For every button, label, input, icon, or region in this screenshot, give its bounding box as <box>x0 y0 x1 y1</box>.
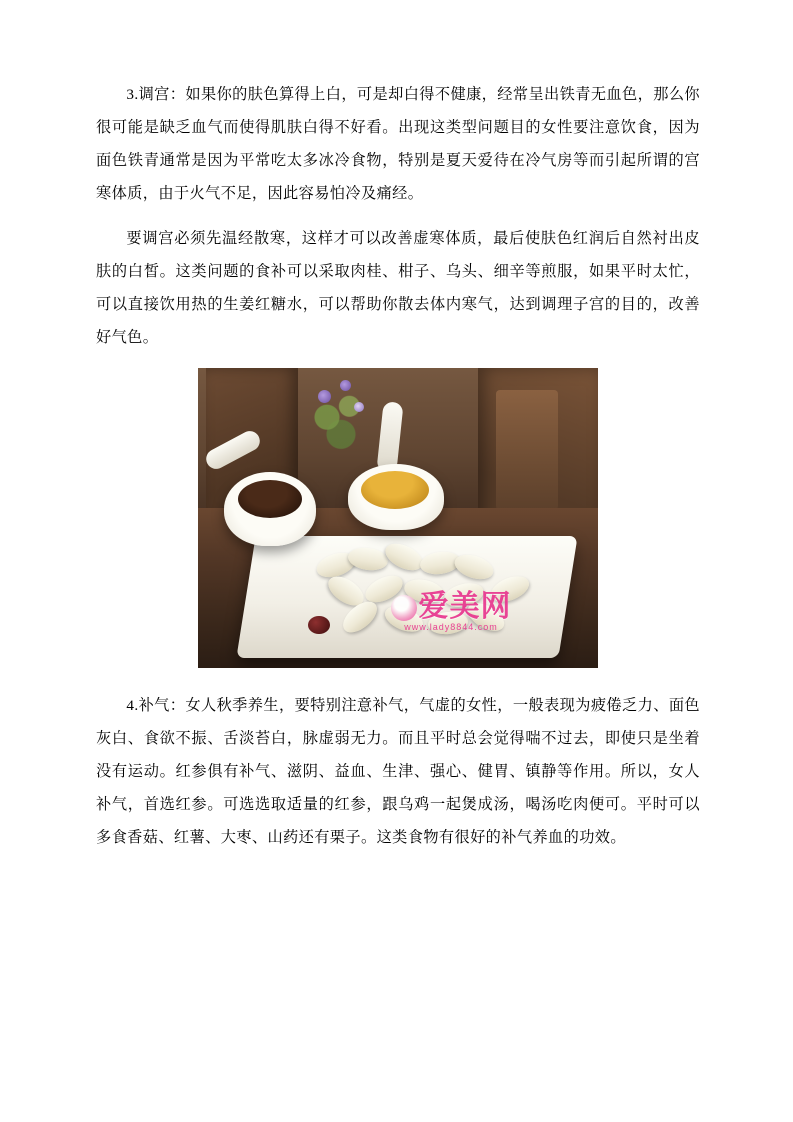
paragraph-2: 要调宫必须先温经散寒，这样才可以改善虚寒体质，最后使肤色红润后自然衬出皮肤的白皙。这类问题的食补可以采取肉桂、柑子、乌头、细辛等煎服，如果平时太忙，可以直接饮用热的生姜红糖水，可以帮助你散去体内寒气，达到调理子宫的目的，改善好气色。 <box>96 230 700 346</box>
paragraph-1: 3.调宫：如果你的肤色算得上白，可是却白得不健康，经常呈出铁青无血色，那么你很可能是缺乏血气而使得肌肤白得不好看。出现这类型问题目的女性要注意饮食，因为面色铁青通常是因为平常吃太多冰冷食物，特别是夏天爱待在冷气房等而引起所谓的宫寒体质，由于火气不足，因此容易怕冷及痛经。 <box>96 86 700 202</box>
watermark-url: www.lady8844.com <box>404 622 498 632</box>
figure-block <box>96 368 700 673</box>
flower-decor-2 <box>340 380 351 391</box>
watermark <box>346 590 556 648</box>
document-content <box>96 78 700 866</box>
plant-decor <box>306 386 376 464</box>
paragraph-3: 4.补气：女人秋季养生，要特别注意补气，气虚的女性，一般表现为疲倦乏力、面色灰白、食欲不振、舌淡苔白，脉虚弱无力。而且平时总会觉得喘不过去，即使只是坐着没有运动。红参俱有补气、滋阴、益血、生津、强心、健胃、镇静等作用。所以，女人补气，首选红参。可选选取适量的红参，跟乌鸡一起煲成汤，喝汤吃肉便可。平时可以多食香菇、红薯、大枣、山药还有栗子。这类食物有很好的补气养血的功效。 <box>96 697 700 846</box>
flower-decor-3 <box>354 402 364 412</box>
dark-sauce <box>238 480 302 518</box>
amber-sauce <box>361 471 429 509</box>
cherry-garnish <box>308 616 330 634</box>
food-photo <box>198 368 598 668</box>
watermark-logo-icon <box>391 595 417 621</box>
flower-decor-1 <box>318 390 331 403</box>
watermark-label <box>346 590 556 624</box>
watermark-text: 爱美网 <box>418 590 512 623</box>
